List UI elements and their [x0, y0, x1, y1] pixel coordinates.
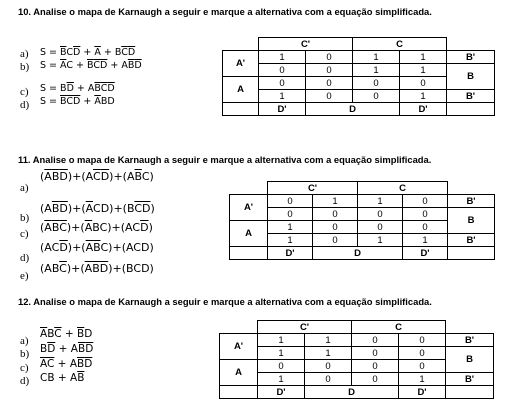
q10-option-d-expression[interactable]: $S = \overline{B}\overline{C}\overline{D} + \overline{A}BD$	[40, 96, 115, 107]
q11-cell: 0	[313, 221, 358, 234]
q12-option-c-expression[interactable]: $\overline{A}\overline{C} + A\overline{B}\overline{D}$	[40, 358, 93, 370]
q11-header-c-prime: C'	[268, 182, 358, 195]
q12-cell: 0	[258, 360, 305, 373]
q12-header-b-prime-bottom: B'	[446, 373, 494, 386]
q11-option-c-letter: c)	[20, 228, 29, 240]
q10-option-a-expression[interactable]: $S = \overline{B}C\overline{D} + \overline{A} + B\overline{C}\overline{D}$	[40, 47, 136, 58]
q11-header-d-prime-left: D'	[268, 247, 313, 260]
q12-option-d-expression[interactable]: CB + $A\overline{B}$	[40, 372, 85, 384]
q12-option-b-letter: b)	[20, 348, 30, 360]
q12-header-c: C	[352, 321, 446, 334]
q10-cell: 1	[259, 51, 306, 64]
q10-cell: 0	[353, 77, 400, 90]
q10-cell: 1	[353, 64, 400, 77]
q12-header-a-prime: A'	[220, 334, 258, 360]
q10-option-c-letter: c)	[20, 86, 29, 98]
q12-cell: 0	[352, 347, 399, 360]
q10-header-a: A	[223, 77, 259, 103]
q12-cell: 0	[352, 360, 399, 373]
q12-cell: 0	[352, 373, 399, 386]
q11-cell: 0	[268, 195, 313, 208]
q12-option-a-letter: a)	[20, 335, 29, 347]
q11-cell: 0	[403, 208, 448, 221]
q10-cell: 1	[400, 51, 447, 64]
q10-cell: 0	[400, 77, 447, 90]
q11-cell: 0	[358, 208, 403, 221]
q10-cell: 0	[353, 90, 400, 103]
q10-cell: 1	[400, 90, 447, 103]
q11-cell: 1	[268, 221, 313, 234]
q11-header-b-prime-bottom: B'	[448, 234, 495, 247]
q11-karnaugh-map	[229, 181, 495, 260]
q12-option-d-letter: d)	[20, 375, 30, 387]
q11-cell: 1	[268, 234, 313, 247]
q12-option-b-expression[interactable]: $B\overline{D} + A\overline{B}\overline{D}$	[40, 343, 94, 355]
q11-cell: 0	[313, 234, 358, 247]
q12-cell: 1	[258, 347, 305, 360]
question-11-title: 11. Analise o mapa de Karnaugh a seguir e marque a alternativa com a equação simplificada.	[18, 154, 432, 165]
q11-option-d-letter: d)	[20, 252, 30, 264]
q10-cell: 0	[306, 64, 353, 77]
q10-option-b-letter: b)	[20, 61, 30, 73]
q10-cell: 1	[259, 90, 306, 103]
q10-header-c-prime: C'	[259, 38, 353, 51]
q12-header-d: D	[305, 386, 399, 399]
q12-header-c-prime: C'	[258, 321, 352, 334]
q12-cell: 0	[305, 373, 352, 386]
q12-cell: 0	[399, 334, 446, 347]
q12-header-d-prime-right: D'	[399, 386, 446, 399]
q11-cell: 0	[403, 195, 448, 208]
q10-cell: 1	[400, 64, 447, 77]
q12-header-b: B	[446, 347, 494, 373]
question-12-title: 12. Analise o mapa de Karnaugh a seguir e marque a alternativa com a equação simplificada.	[18, 296, 432, 307]
q10-header-c: C	[353, 38, 447, 51]
q11-option-c-expression[interactable]: $(\overline{A}\overline{B}\overline{C})+(\overline{A}BC)+(AC\overline{D})$	[40, 221, 153, 234]
q11-option-b-letter: b)	[20, 212, 30, 224]
q12-cell: 0	[352, 334, 399, 347]
q10-option-d-letter: d)	[20, 99, 30, 111]
q11-option-d-expression[interactable]: $(AC\overline{D})+(\overline{A}\overline{B}C)+(ACD)$	[40, 241, 154, 254]
question-10-title: 10. Analise o mapa de Karnaugh a seguir e marque a alternativa com a equação simplificada.	[18, 6, 432, 17]
q10-header-b-prime-bottom: B'	[447, 90, 495, 103]
q11-cell: 0	[268, 208, 313, 221]
q12-cell: 0	[305, 360, 352, 373]
q10-karnaugh-map	[222, 37, 495, 116]
q11-option-b-expression[interactable]: $(A\overline{B}\overline{D})+(\overline{A}CD)+(B\overline{C}\overline{D})$	[40, 202, 155, 215]
q10-option-b-expression[interactable]: $S = \overline{A}C + \overline{B}\overline{C}\overline{D} + A\overline{B}\overline{D}$	[40, 60, 142, 71]
q11-header-d: D	[313, 247, 403, 260]
q10-header-d-prime-right: D'	[400, 103, 447, 116]
q10-cell: 0	[306, 77, 353, 90]
q12-header-d-prime-left: D'	[258, 386, 305, 399]
q12-cell: 1	[258, 334, 305, 347]
q12-cell: 1	[258, 373, 305, 386]
q10-cell: 1	[353, 51, 400, 64]
q11-cell: 0	[403, 221, 448, 234]
q11-option-e-expression[interactable]: $(AB\overline{C})+(\overline{A}\overline{B}\overline{D})+(BCD)$	[40, 262, 154, 275]
q12-option-a-expression[interactable]: $\overline{A}B\overline{C} + \overline{B}D$	[40, 328, 93, 340]
q12-cell: 1	[399, 373, 446, 386]
q11-header-a-prime: A'	[230, 195, 268, 221]
q11-cell: 1	[358, 234, 403, 247]
q12-cell: 1	[305, 334, 352, 347]
q10-cell: 0	[259, 64, 306, 77]
q12-cell: 1	[305, 347, 352, 360]
q11-header-c: C	[358, 182, 448, 195]
q10-header-d-prime-left: D'	[259, 103, 306, 116]
q12-cell: 0	[399, 347, 446, 360]
q12-header-b-prime-top: B'	[446, 334, 494, 347]
q11-cell: 0	[313, 208, 358, 221]
q10-option-a-letter: a)	[20, 48, 29, 60]
q11-header-b-prime-top: B'	[448, 195, 495, 208]
q11-header-d-prime-right: D'	[403, 247, 448, 260]
q10-header-a-prime: A'	[223, 51, 259, 77]
q11-header-a: A	[230, 221, 268, 247]
q11-header-b: B	[448, 208, 495, 234]
q11-cell: 0	[358, 221, 403, 234]
q10-cell: 0	[259, 77, 306, 90]
q11-option-a-expression[interactable]: $(\overline{A}\overline{B}\overline{D})+(A\overline{C}\overline{D})+(A\overline{B}C)$	[40, 170, 154, 183]
q12-option-c-letter: c)	[20, 362, 29, 374]
q10-cell: 0	[306, 90, 353, 103]
q12-karnaugh-map	[219, 320, 494, 399]
q11-cell: 1	[358, 195, 403, 208]
q10-header-b: B	[447, 64, 495, 90]
q10-header-b-prime-top: B'	[447, 51, 495, 64]
q10-option-c-expression[interactable]: $S = B\overline{D} + A\overline{B}\overline{C}\overline{D}$	[40, 83, 115, 94]
q11-option-a-letter: a)	[20, 182, 29, 194]
q10-header-d: D	[306, 103, 400, 116]
q12-cell: 0	[399, 360, 446, 373]
q12-header-a: A	[220, 360, 258, 386]
q11-cell: 1	[403, 234, 448, 247]
q11-option-e-letter: e)	[20, 270, 29, 282]
q10-cell: 0	[306, 51, 353, 64]
q11-cell: 1	[313, 195, 358, 208]
